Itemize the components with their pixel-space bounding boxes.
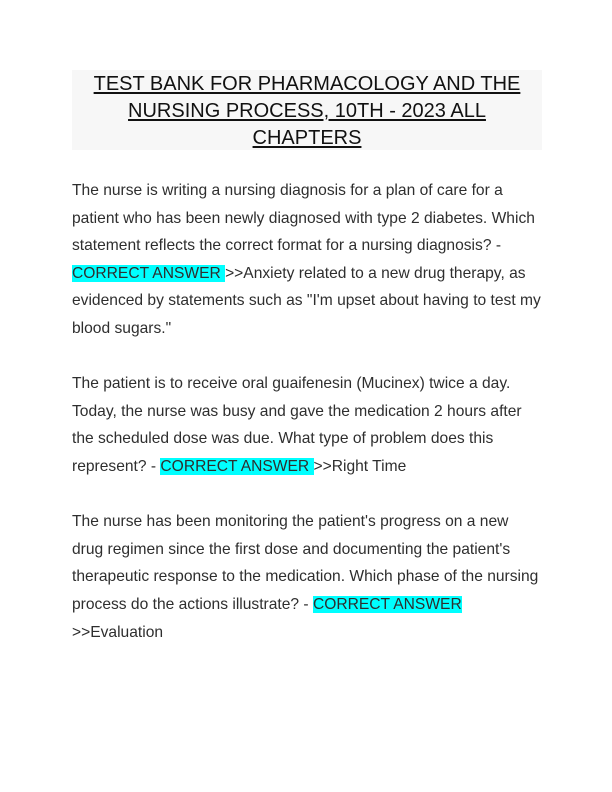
question-text: The patient is to receive oral guaifenesin (Mucinex) twice a day. Today, the nurse was busy and gave the medication 2 hours after the scheduled dose was due. What type of problem does this represent? - [72,375,522,475]
qa-item [72,370,542,480]
answer-text: >>Evaluation [72,623,164,641]
qa-item [72,177,542,343]
answer-label: CORRECT ANSWER [160,457,314,475]
answer-text: >>Anxiety related to a new drug therapy, as evidenced by statements such as "I'm upset about having to test my blood sugars." [72,264,541,337]
document-title: TEST BANK FOR PHARMACOLOGY AND THE NURSING PROCESS, 10TH - 2023 ALL CHAPTERS [93,73,521,149]
answer-label: CORRECT ANSWER [312,595,462,613]
document-body [72,177,542,674]
qa-item [72,508,542,646]
question-text: The nurse has been monitoring the patient's progress on a new drug regimen since the first dose and documenting the patient's therapeutic response to the medication. Which phase of the nursing process do the actions illustrate? - [72,513,539,613]
answer-text: >>Right Time [313,457,407,475]
answer-label: CORRECT ANSWER [72,264,226,282]
title-box [72,70,542,150]
question-text: The nurse is writing a nursing diagnosis for a plan of care for a patient who has been newly diagnosed with type 2 diabetes. Which statement reflects the correct format for a nursing diagnosis? - [72,182,535,255]
